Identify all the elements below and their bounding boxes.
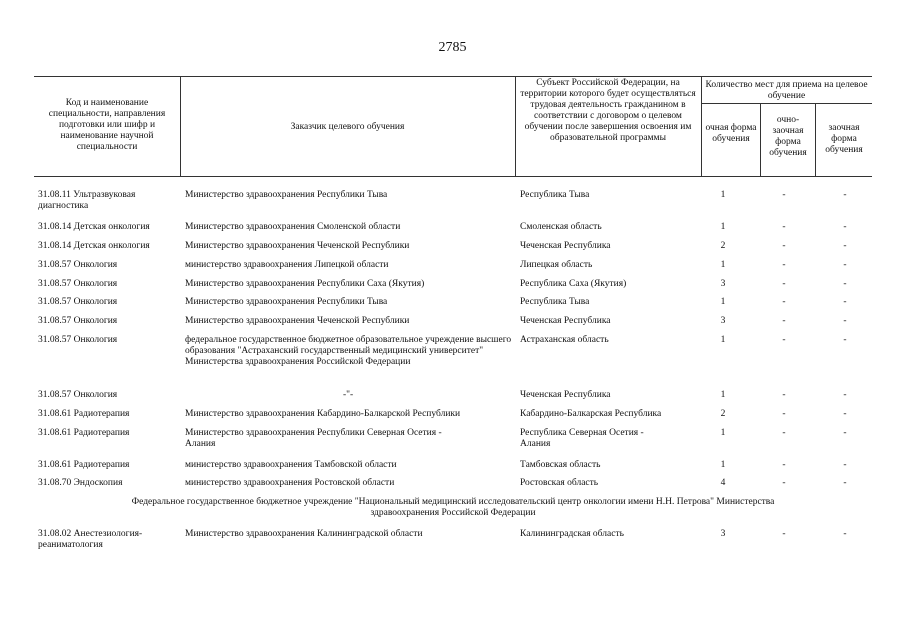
header-divider-1 (180, 76, 181, 176)
header-customer: Заказчик целевого обучения (290, 122, 405, 132)
table-top-rule (34, 76, 872, 77)
header-places: Количество мест для приема на целевое обучение (705, 80, 868, 101)
header-divider-5 (815, 103, 816, 176)
header-bottom-rule (34, 176, 872, 177)
header-subrule (701, 103, 872, 104)
header-divider-4 (760, 103, 761, 176)
header-code: Код и наименование специальности, направления подготовки или шифр и наименование научной специальности (48, 98, 166, 152)
header-divider-2 (515, 76, 516, 176)
header-parttime: очно-заочная форма обучения (769, 115, 807, 158)
page-number: 2785 (438, 40, 467, 55)
header-divider-3 (701, 76, 702, 176)
header-distance: заочная форма обучения (825, 123, 863, 155)
header-fulltime: очная форма обучения (705, 123, 757, 144)
header-subject: Субъект Российской Федерации, на территории которого будет осуществляться трудовая деятельность гражданином в соответствии с договором о целевом обучении после завершения освоения им образовательной программы (520, 78, 696, 143)
organization-heading: Федеральное государственное бюджетное учреждение "Национальный медицинский исследовательский центр онкологии имени Н.Н. Петрова" Министерства здравоохранения Российской Федерации (131, 497, 775, 518)
